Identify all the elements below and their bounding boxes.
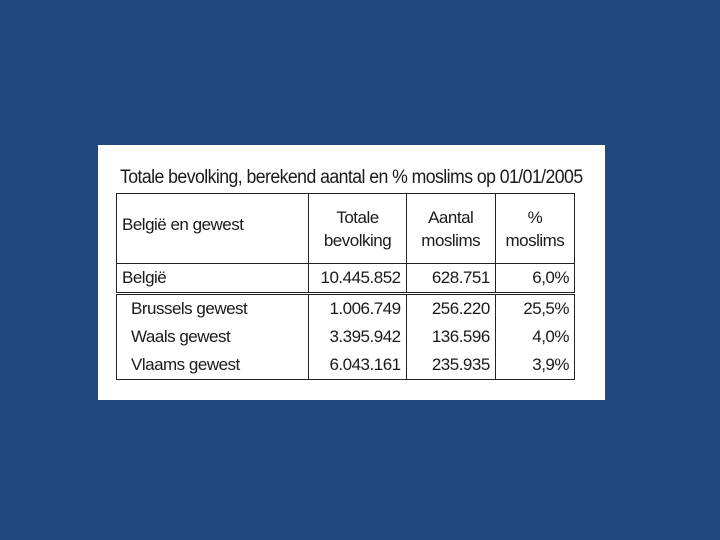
cell-population: 1.006.749 xyxy=(309,294,406,324)
cell-percent: 4,0% xyxy=(495,323,574,351)
header-muslims xyxy=(406,194,495,264)
header-population xyxy=(309,194,406,264)
table-row-brussels xyxy=(117,294,575,324)
header-row xyxy=(117,194,575,264)
cell-region: België xyxy=(117,264,309,294)
cell-muslims: 136.596 xyxy=(406,323,495,351)
header-percent xyxy=(495,194,574,264)
table-row-vlaams xyxy=(117,351,575,380)
cell-region: Waals gewest xyxy=(117,323,309,351)
cell-region: Brussels gewest xyxy=(117,294,309,324)
header-percent-line1: % xyxy=(527,207,543,227)
cell-percent: 3,9% xyxy=(495,351,574,380)
cell-population: 6.043.161 xyxy=(309,351,406,380)
cell-muslims: 628.751 xyxy=(406,264,495,294)
header-muslims-line1: Aantal xyxy=(428,207,474,227)
table-card xyxy=(98,145,605,400)
cell-population: 10.445.852 xyxy=(309,264,406,294)
table-row-belgie xyxy=(117,264,575,294)
cell-percent: 25,5% xyxy=(495,294,574,324)
header-percent-line2: moslims xyxy=(505,230,565,250)
cell-muslims: 256.220 xyxy=(406,294,495,324)
table-title: Totale bevolking, berekend aantal en % moslims op 01/01/2005 xyxy=(120,167,583,188)
header-population-line1: Totale xyxy=(336,207,379,227)
cell-percent: 6,0% xyxy=(495,264,574,294)
population-table xyxy=(116,193,575,380)
header-region: België en gewest xyxy=(117,194,309,264)
header-population-line2: bevolking xyxy=(323,230,392,250)
table-row-waals xyxy=(117,323,575,351)
cell-region: Vlaams gewest xyxy=(117,351,309,380)
cell-population: 3.395.942 xyxy=(309,323,406,351)
header-muslims-line2: moslims xyxy=(421,230,481,250)
cell-muslims: 235.935 xyxy=(406,351,495,380)
